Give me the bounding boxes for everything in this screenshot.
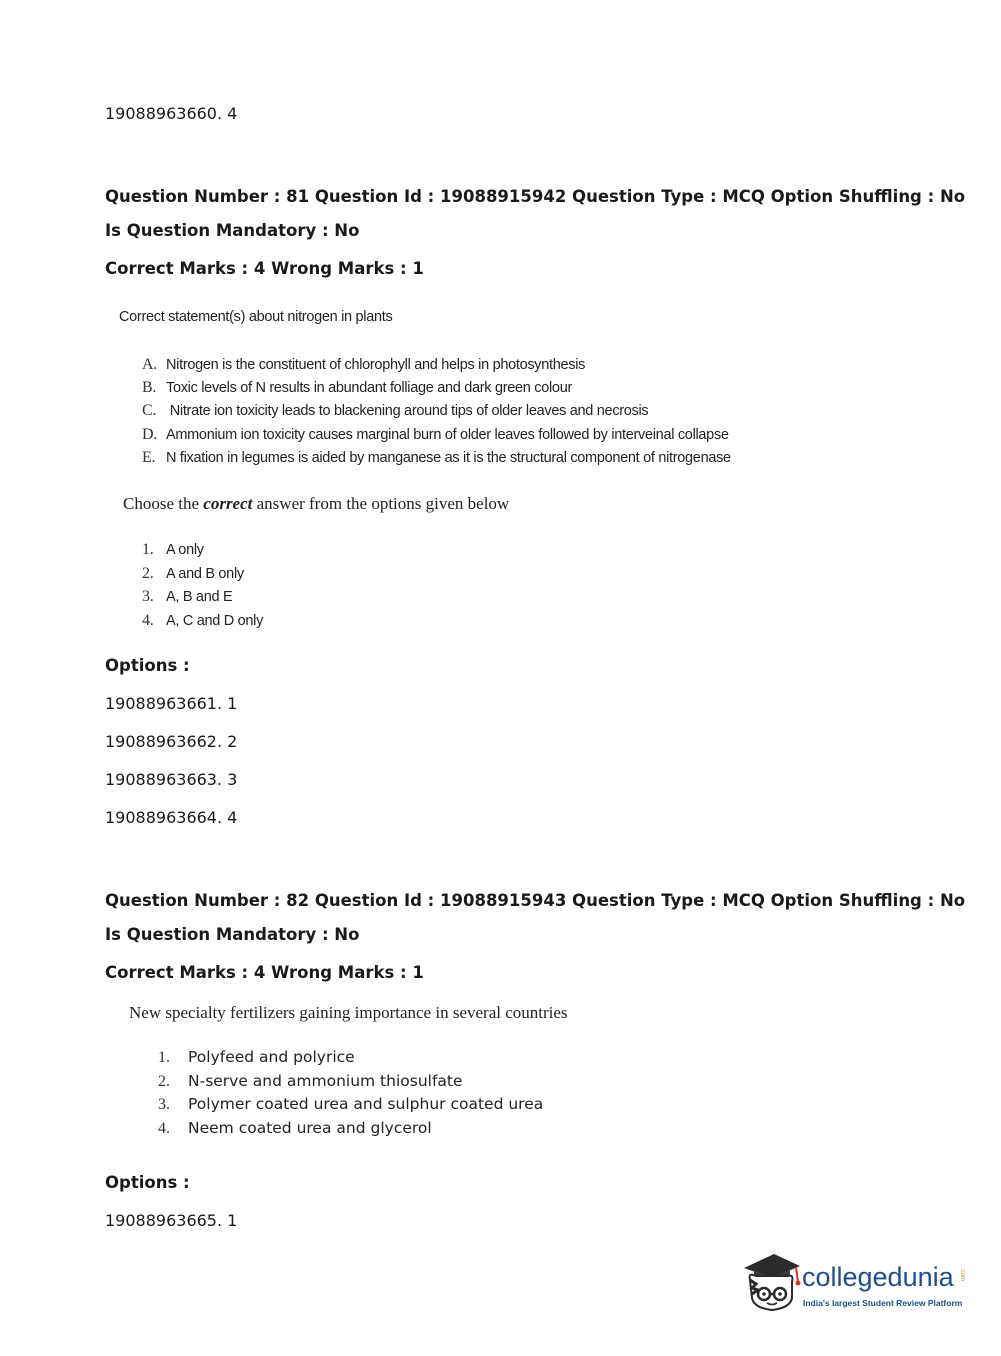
question-mandatory: Is Question Mandatory : No [105,925,360,944]
answer-item [158,1119,432,1138]
collegedunia-logo [740,1250,970,1322]
answer-item [142,541,204,559]
answer-item [142,612,263,630]
answer-text: Polyfeed and polyrice [188,1048,355,1066]
statement-letter: D. [142,426,157,443]
option-text: 19088963665. 1 [105,1211,238,1230]
answer-item [142,588,232,606]
instruction-suffix: answer from the options given below [252,494,510,513]
option-text: 19088963661. 1 [105,694,238,713]
question-marks: Correct Marks : 4 Wrong Marks : 1 [105,963,424,982]
answer-text: Neem coated urea and glycerol [188,1119,432,1137]
statement-item [142,356,585,374]
question-marks: Correct Marks : 4 Wrong Marks : 1 [105,259,424,278]
option-text: 19088963664. 4 [105,808,238,827]
answer-item [158,1048,355,1067]
statement-item [142,449,731,467]
statement-letter: B. [142,379,157,396]
logo-com: .com [959,1268,965,1282]
instruction-prefix: Choose the [123,494,204,513]
answer-item [158,1072,463,1091]
logo-name: collegedunia [802,1262,954,1292]
answer-number: 1. [158,1049,170,1066]
answer-item [158,1095,543,1114]
answer-number: 3. [158,1096,170,1113]
statement-letter: C. [142,402,157,419]
statement-text: Ammonium ion toxicity causes marginal burn of older leaves followed by interveinal collapse [166,427,729,443]
answer-item [142,565,244,583]
statement-letter: A. [142,356,157,373]
options-label: Options : [105,656,190,675]
question-stem: New specialty fertilizers gaining importance in several countries [129,1003,568,1022]
answer-text: A only [166,542,204,558]
question-stem: Correct statement(s) about nitrogen in plants [119,309,393,325]
statement-text: Nitrogen is the constituent of chlorophyll and helps in photosynthesis [166,357,586,373]
statement-item [142,402,648,420]
answer-number: 1. [142,541,154,558]
statement-item [142,379,572,397]
answer-text: Polymer coated urea and sulphur coated urea [188,1095,544,1113]
answer-text: A, C and D only [166,613,264,629]
answer-number: 2. [158,1073,170,1090]
statement-letter: E. [142,449,156,466]
options-label: Options : [105,1173,190,1192]
option-text: 19088963663. 3 [105,770,238,789]
option-text: 19088963660. 4 [105,104,238,123]
instruction-text [123,494,509,514]
statement-text: N fixation in legumes is aided by manganese as it is the structural component of nitrogenase [166,450,731,466]
answer-number: 2. [142,565,154,582]
question-mandatory: Is Question Mandatory : No [105,221,360,240]
question-header: Question Number : 81 Question Id : 19088915942 Question Type : MCQ Option Shuffling : No [105,187,966,206]
answer-number: 4. [158,1120,170,1137]
answer-number: 3. [142,588,154,605]
mascot-icon [740,1250,802,1316]
logo-tagline: India's largest Student Review Platform [803,1298,963,1308]
answer-text: A, B and E [166,589,233,605]
statement-text: Nitrate ion toxicity leads to blackening around tips of older leaves and necrosis [166,403,649,419]
answer-text: A and B only [166,566,244,582]
question-header: Question Number : 82 Question Id : 19088915943 Question Type : MCQ Option Shuffling : No [105,891,966,910]
answer-number: 4. [142,612,154,629]
statement-item [142,426,729,444]
statement-text: Toxic levels of N results in abundant folliage and dark green colour [166,380,572,396]
answer-text: N-serve and ammonium thiosulfate [188,1072,463,1090]
instruction-emphasis: correct [203,494,253,513]
option-text: 19088963662. 2 [105,732,238,751]
